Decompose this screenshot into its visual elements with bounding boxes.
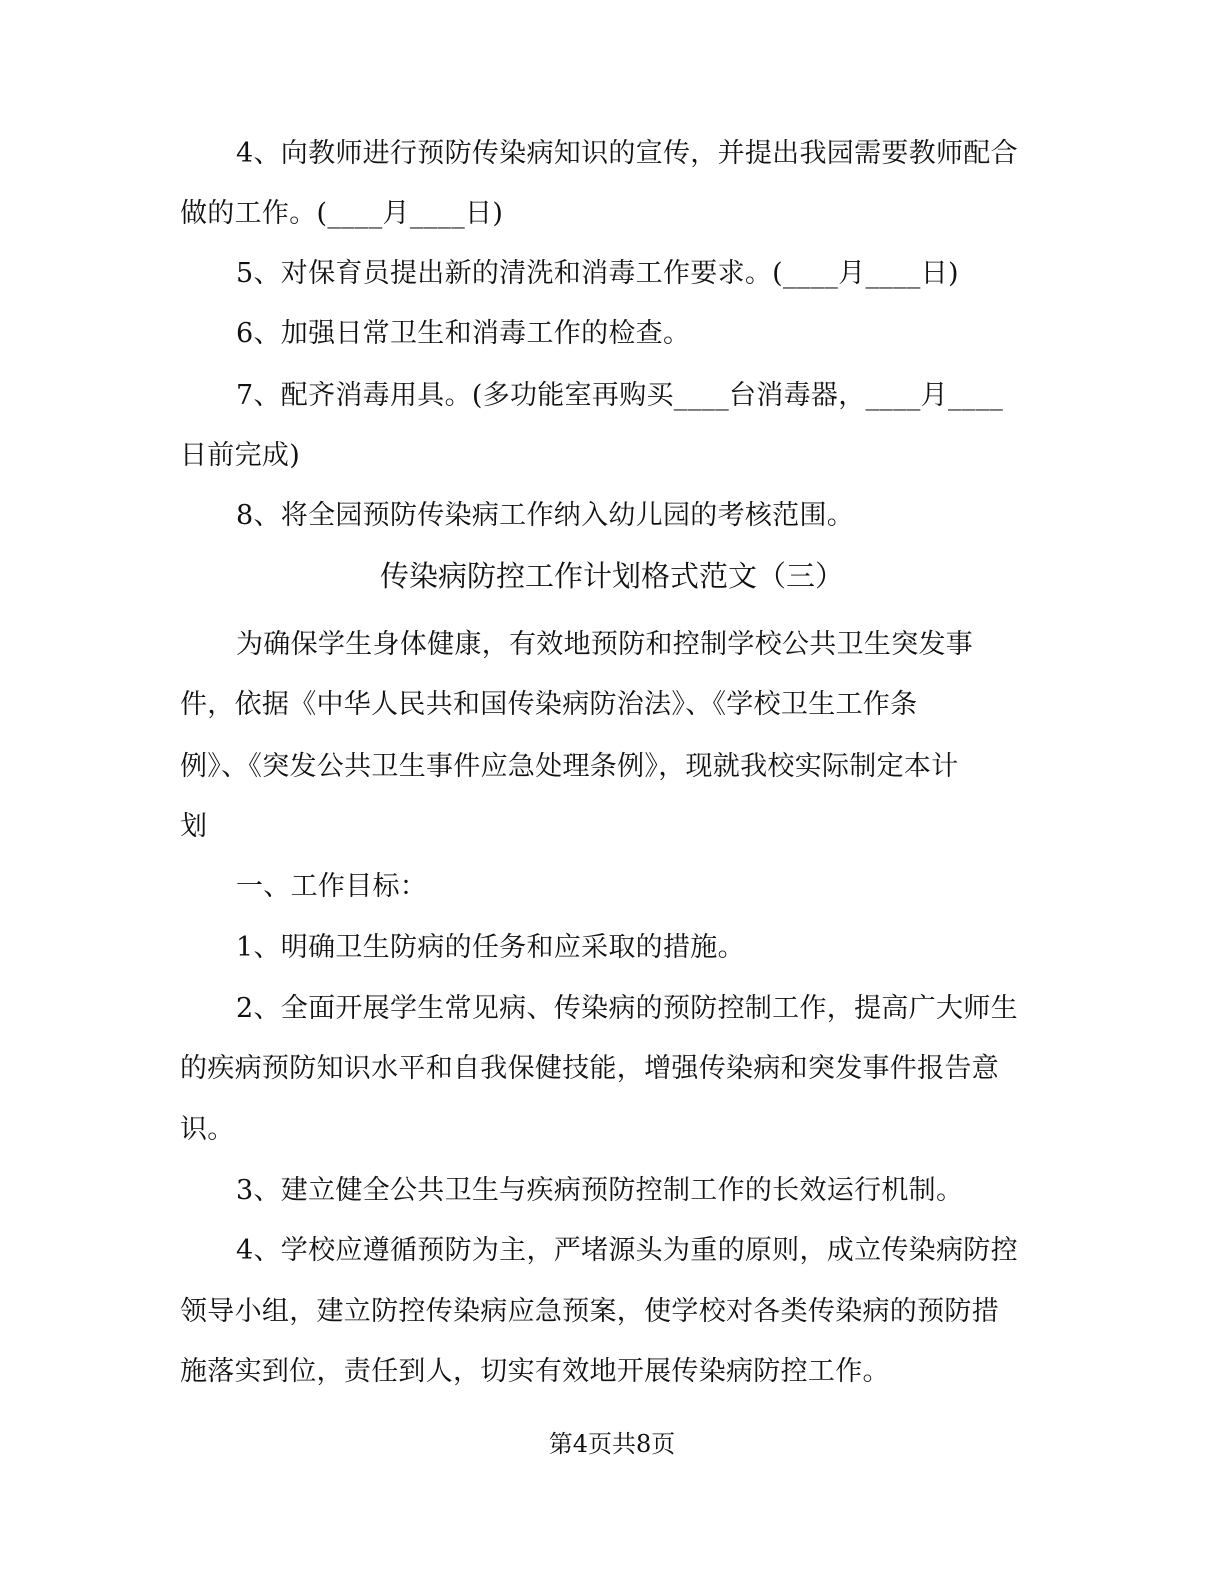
paragraph-line: 例》、《突发公共卫生事件应急处理条例》，现就我校实际制定本计 xyxy=(180,751,959,782)
section-heading: 一、工作目标： xyxy=(236,871,428,902)
page-number-footer: 第4页共8页 xyxy=(548,1430,676,1458)
paragraph-line: 件，依据《中华人民共和国传染病防治法》、《学校卫生工作条 xyxy=(180,689,918,720)
paragraph-line: 做的工作。(____月____日) xyxy=(180,198,504,229)
paragraph-line: 6、加强日常卫生和消毒工作的检查。 xyxy=(236,318,691,349)
paragraph-line: 划 xyxy=(180,811,208,842)
section-title: 传染病防控工作计划格式范文（三） xyxy=(379,559,844,593)
paragraph-line: 4、向教师进行预防传染病知识的宣传，并提出我园需要教师配合 xyxy=(236,138,1018,169)
paragraph-line: 2、全面开展学生常见病、传染病的预防控制工作，提高广大师生 xyxy=(236,993,1018,1024)
paragraph-line: 为确保学生身体健康，有效地预防和控制学校公共卫生突发事 xyxy=(236,629,974,660)
paragraph-line: 1、明确卫生防病的任务和应采取的措施。 xyxy=(236,932,745,963)
paragraph-line: 日前完成) xyxy=(180,440,301,471)
paragraph-line: 识。 xyxy=(180,1114,235,1145)
paragraph-line: 7、配齐消毒用具。(多功能室再购买____台消毒器，____月____ xyxy=(236,380,1004,411)
paragraph-line: 施落实到位，责任到人，切实有效地开展传染病防控工作。 xyxy=(180,1356,890,1387)
paragraph-line: 4、学校应遵循预防为主，严堵源头为重的原则，成立传染病防控 xyxy=(236,1235,1018,1266)
paragraph-line: 的疾病预防知识水平和自我保健技能，增强传染病和突发事件报告意 xyxy=(180,1053,999,1084)
paragraph-line: 领导小组，建立防控传染病应急预案，使学校对各类传染病的预防措 xyxy=(180,1296,999,1327)
paragraph-line: 3、建立健全公共卫生与疾病预防控制工作的长效运行机制。 xyxy=(236,1175,964,1206)
paragraph-line: 5、对保育员提出新的清洗和消毒工作要求。(____月____日) xyxy=(236,258,959,289)
paragraph-line: 8、将全园预防传染病工作纳入幼儿园的考核范围。 xyxy=(236,500,855,531)
